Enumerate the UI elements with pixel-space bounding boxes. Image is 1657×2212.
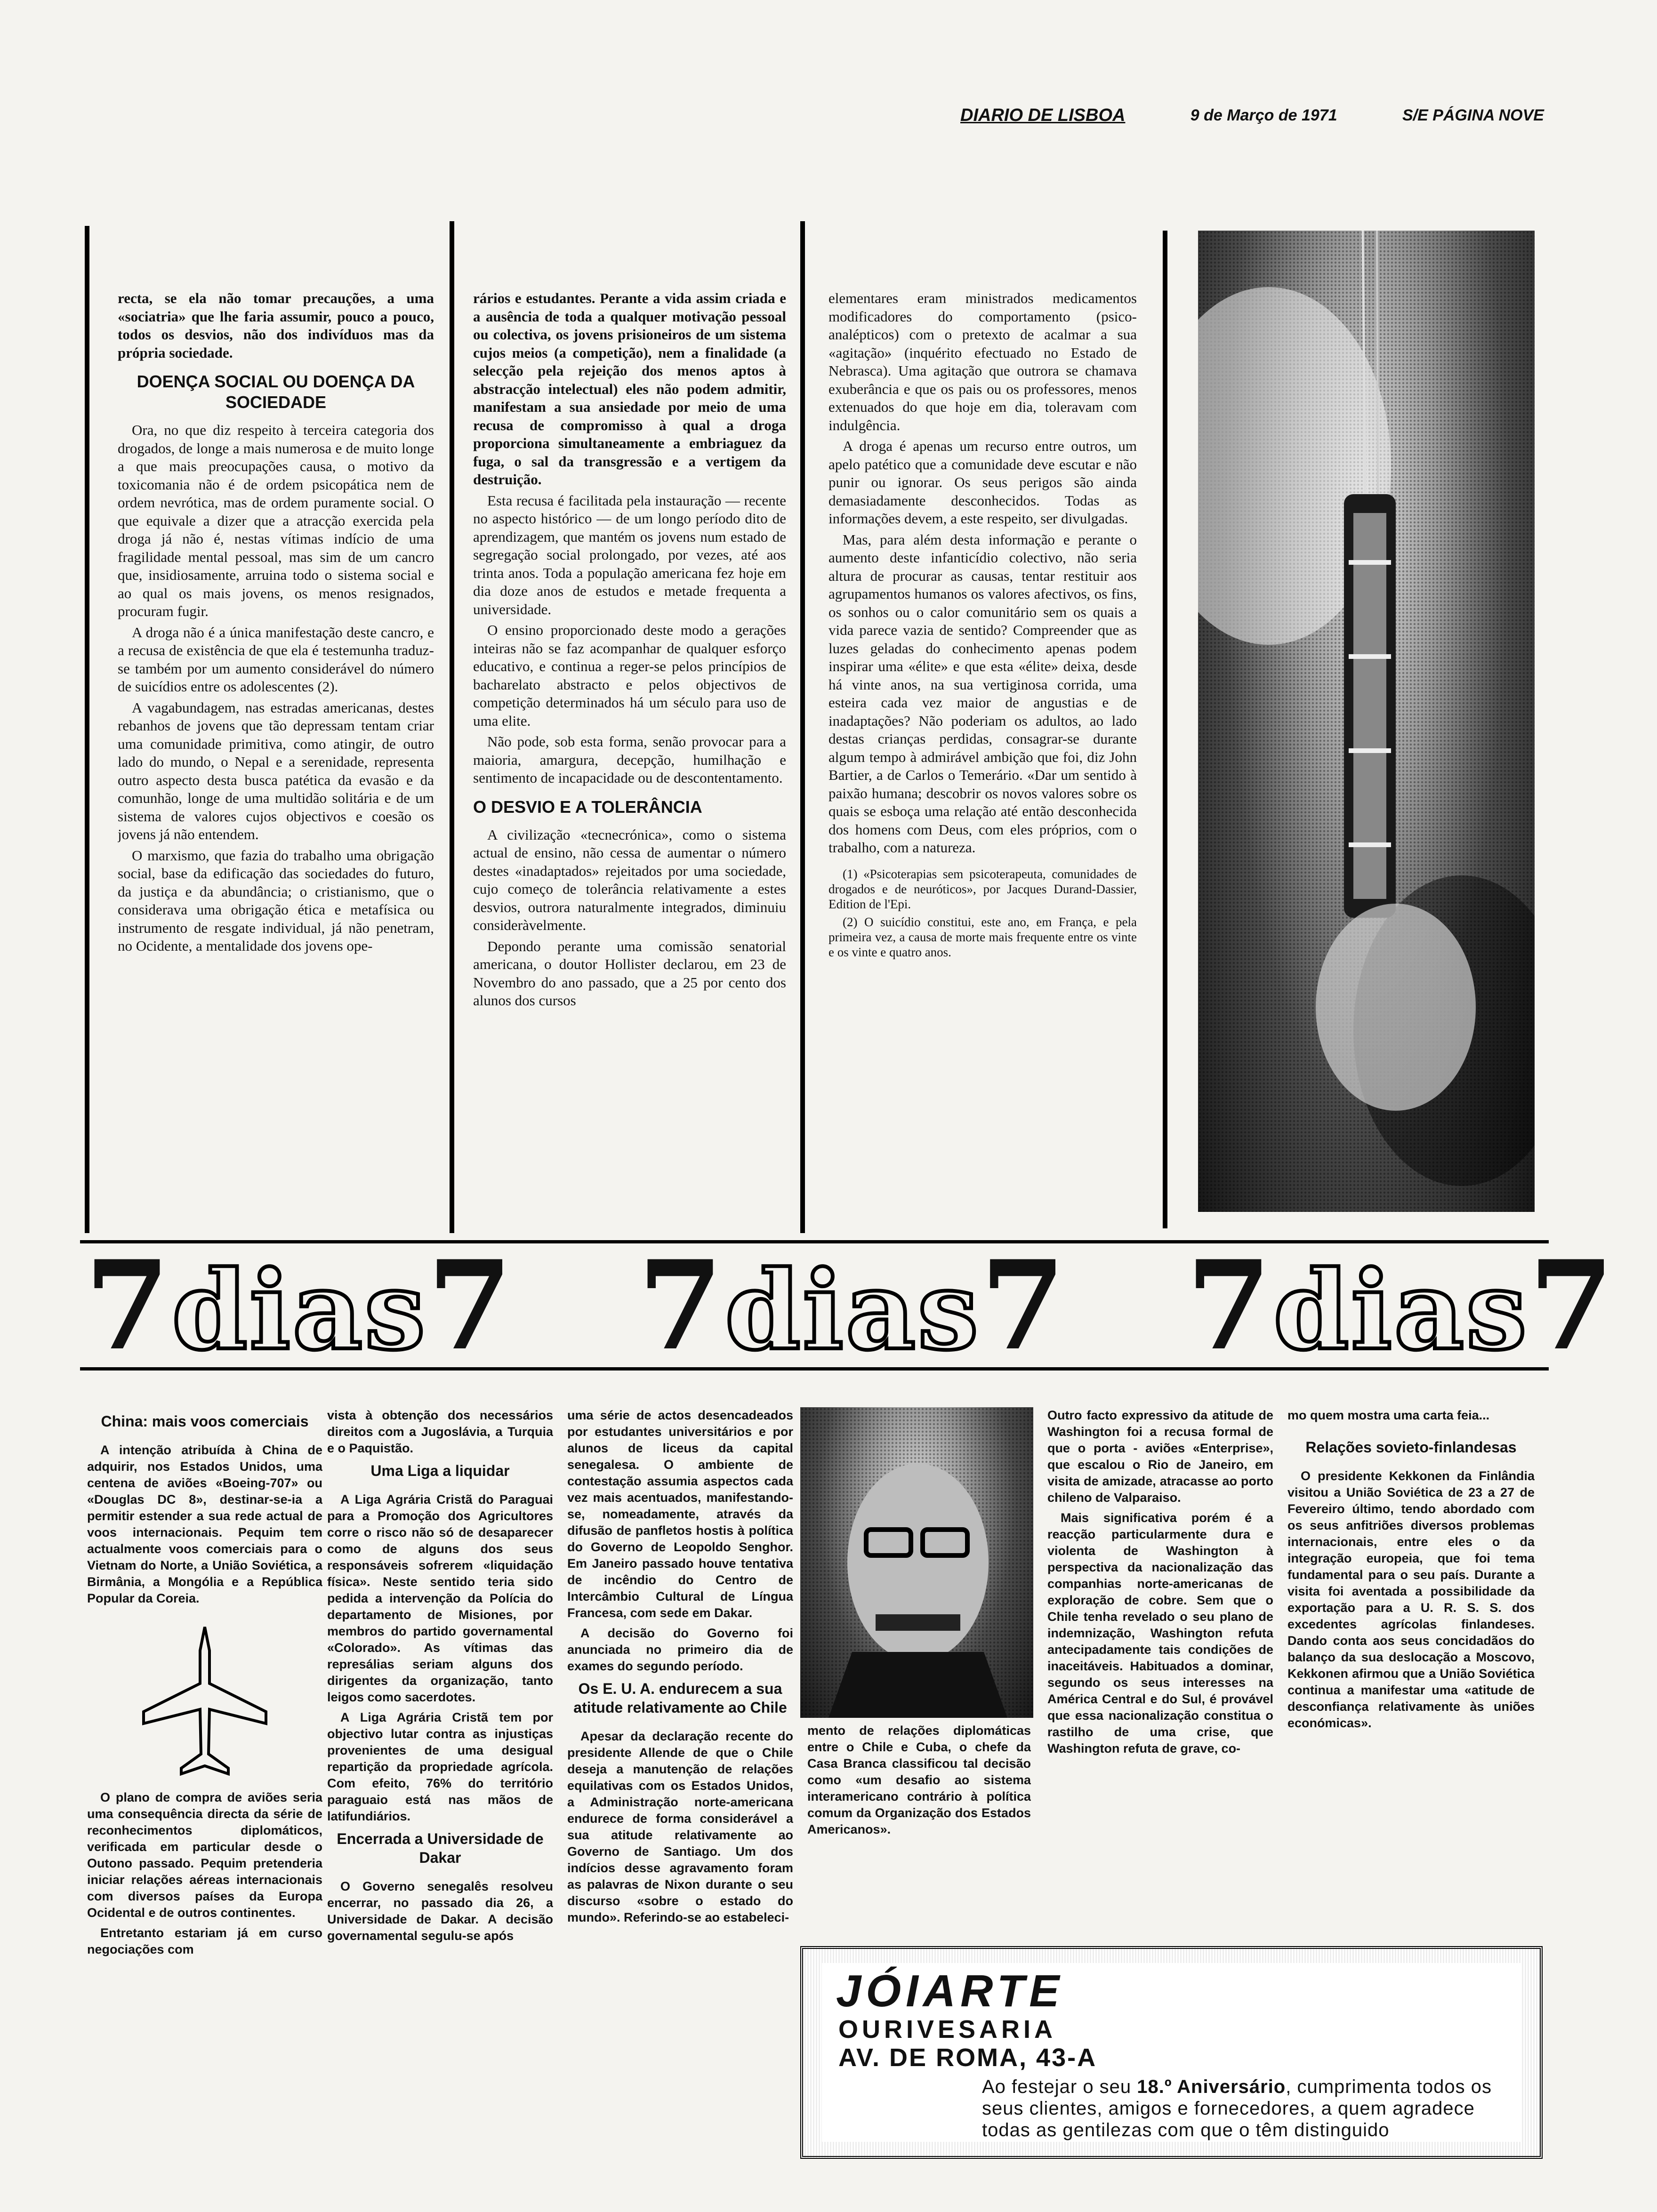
newspaper-name: DIARIO DE LISBOA (960, 105, 1126, 125)
column-intro: recta, se ela não tomar precauções, a uma «sociatria» que lhe faria assumir, pouco a pouco, todos os desvios, não dos indivíduos mas da própria sociedade. (118, 290, 434, 361)
section-heading: DOENÇA SOCIAL OU DOENÇA DA SOCIEDADE (137, 372, 415, 412)
paragraph: Depondo perante uma comissão senatorial americana, o doutor Hollister declarou, em 23 de Novembro do ano passado, que a 25 por cento dos alunos dos cursos (473, 938, 786, 1009)
joiarte-advertisement (800, 1946, 1543, 2159)
ad-subtitle: OURIVESARIA (838, 2015, 1057, 2044)
issue-date: 9 de Março de 1971 (1190, 106, 1337, 124)
paragraph: O Governo senegalês resolveu encerrar, no passado dia 26, a Universidade de Dakar. A decisão governamental segulu-se após (327, 1879, 553, 1943)
column-rule (1163, 231, 1167, 1228)
paragraph: A civilização «tecnecrónica», como o sistema actual de ensino, não cessa de aumentar o número destes «inadaptados» rejeitados por uma sociedade, cujo começo de tolerância relativamente a estes desvios, outrora naturalmente integrados, diminuiu consideràvelmente. (473, 826, 786, 933)
ad-message: Ao festejar o seu 18.º Aniversário, cumprimenta todos os seus clientes, amigos e fornecedores, a quem agradece todas as gentilezas com que o têm distinguido (982, 2076, 1492, 2140)
column-rule (450, 221, 454, 1233)
paragraph: uma série de actos desencadeados por estudantes universitários e por alunos de liceus da capital senegalesa. O ambiente de contestação assumia aspectos cada vez mais acentuados, manifestando-se, nomeadamente, através da difusão de panfletos hostis à política do Governo de Leopoldo Senghor. Em Janeiro passado houve tentativa de incêndio do Centro de Intercâmbio Cultural de Língua Francesa, com sede em Dakar. (567, 1408, 793, 1620)
paragraph: A intenção atribuída à China de adquirir, nos Estados Unidos, uma centena de aviões «Boeing-707» ou «Douglas DC 8», destinar-se-ia a permitir estender a sua rede actual de voos internacionais. Pequim tem actualmente voos comerciais para o Vietnam do Norte, a União Soviética, a Birmânia, a Mongólia e a República Popular da Coreia. (87, 1443, 322, 1605)
news-heading: Encerrada a Universidade de Dakar (337, 1830, 544, 1866)
paragraph: mo quem mostra uma carta feia... (1287, 1408, 1490, 1422)
footnote: (2) O suicídio constitui, este ano, em França, e pela primeira vez, a causa de morte mais frequente entre os vinte e os vinte e quatro anos. (828, 914, 1137, 959)
paragraph: Mais significativa porém é a reacção particularmente dura e violenta de Washington à perspectiva da nacionalização das companhias norte-americanas de exploração de cobre. Sem que o Chile tenha revelado o seu plano de indemnização, Washington refuta antecipadamente tais condições de inaceitáveis. Habituados a dominar, segundo os seus interesses na América Central e do Sul, é provável que essa nacionalização constitua o rastilho de uma crise, que Washington refuta de grave, co- (1047, 1511, 1273, 1755)
paragraph: A droga não é a única manifestação deste cancro, e a recusa de existência de que ela é testemunha traduz-se também por um aumento considerável do número de suicídios entre os adolescentes (2). (118, 624, 434, 695)
section-banner: 7dias7 (1186, 1234, 1616, 1378)
paragraph: O presidente Kekkonen da Finlândia visitou a União Soviética de 23 a 27 de Fevereiro último, tendo abordado com os seus anfitriões diversos problemas internacionais, entre eles o da integração europeia, que foi tema fundamental para o seu país. Durante a visita foi aventada a possibilidade da exportação para a U. R. S. S. dos excedentes agrícolas finlandeses. Dando conta aos seus concidadãos do balanço da sua deslocação a Moscovo, Kekkonen afirmou que a União Soviética continua a manifestar uma «atitude de desconfiança relativamente às uniões económicas». (1287, 1469, 1535, 1730)
paragraph: Esta recusa é facilitada pela instauração — recente no aspecto histórico — de um longo período dito de aprendizagem, que mantém os jovens num estado de segregação social prolongado, por vezes, até aos trinta anos. Toda a população americana fez hoje em dia doze anos de estudos e metade frequenta a universidade. (473, 492, 786, 617)
article-column-1 (118, 289, 434, 1224)
paragraph: A Liga Agrária Cristã tem por objectivo lutar contra as injustiças provenientes de uma desigual repartição da propriedade agrícola. Com efeito, 76% do território paraguaio está nas mãos de latifundiários. (327, 1710, 553, 1823)
article-column-3 (828, 289, 1137, 1226)
paragraph: vista à obtenção dos necessários direitos com a Jugoslávia, a Turquia e o Paquistão. (327, 1408, 553, 1455)
news-column-2 (327, 1407, 553, 2179)
page-label: S/E PÁGINA NOVE (1402, 106, 1544, 124)
paragraph: Entretanto estariam já em curso negociações com (87, 1926, 322, 1956)
banner-top-rule (80, 1240, 1549, 1243)
paragraph: mento de relações diplomáticas entre o Chile e Cuba, o chefe da Casa Branca classificou tal decisão como «um desafio ao sistema interamericano contrário à política comum da Organização dos Estados Americanos». (807, 1723, 1031, 1836)
syringe-photo (1198, 231, 1535, 1212)
paragraph: Não pode, sob esta forma, senão provocar para a maioria, amargura, decepção, humilhação e sentimento de incapacidade ou de descontentamento. (473, 733, 786, 786)
paragraph: O ensino proporcionado deste modo a gerações inteiras não se faz acompanhar de qualquer esforço educativo, e continua a reger-se pelos princípios de bacharelato abstracto e pelos objectivos de competição determinados há um século para uso de uma elite. (473, 622, 786, 729)
ad-brand: JÓIARTE (836, 1966, 1064, 2016)
column-rule (800, 221, 805, 1233)
article-column-2 (473, 289, 786, 1224)
paragraph: Ora, no que diz respeito à terceira categoria dos drogados, de longe a mais numerosa e de muito longe a que mais preocupações causa, o motivo da toxicomania não é de ordem psicopática nem de ordem nevrótica, mas de ordem puramente social. O que equivale a dizer que a atracção exercida pela droga já não é, nestas vítimas indício de uma fragilidade mental pessoal, mas sim de um cancro que, insidiosamente, arruina todo o sistema social e ao qual os mais jovens, os menos resignados, procuram fugir. (118, 422, 434, 619)
paragraph: Apesar da declaração recente do presidente Allende de que o Chile deseja a manutenção de relações equilativas com os Estados Unidos, a Administração norte-americana endurece de forma considerável a sua atitude relativamente ao Governo de Santiago. Um dos indícios desse agravamento foram as palavras de Nixon durante o seu discurso «sobre o estado do mundo». Referindo-se ao estabeleci- (567, 1729, 793, 1924)
news-heading: Os E. U. A. endurecem a sua atitude relativamente ao Chile (573, 1680, 787, 1716)
paragraph: O plano de compra de aviões seria uma consequência directa da série de reconhecimentos diplomáticos, verificada em particular desde o Outono passado. Pequim pretenderia iniciar relações aéreas internacionais com diversos países da Europa Ocidental e de outros continentes. (87, 1790, 322, 1920)
column-rule (85, 226, 89, 1233)
paragraph: rários e estudantes. Perante a vida assim criada e a ausência de toda a qualquer motivação pessoal ou colectiva, os jovens prisioneiros de um sistema cujos meios (a competição), nem a finalidade (a selecção pela rejeição dos menos aptos à abstracção intelectual) eles não podem admitir, manifestam a sua ansiedade por meio de uma recusa de compromisso à qual a droga proporciona simultaneamente a embriaguez da fuga, o sal da transgressão e a vertigem da destruição. (473, 290, 786, 488)
ad-address: AV. DE ROMA, 43-A (838, 2044, 1097, 2072)
news-heading: Uma Liga a liquidar (370, 1462, 510, 1479)
news-column-4 (807, 1723, 1031, 1920)
paragraph: A droga é apenas um recurso entre outros, um apelo patético que a comunidade deve escutar e não punir ou ignorar. Os seus perigos são ainda demasiadamente desconhecidos. Todas as informações devem, a este respeito, ser divulgadas. (828, 438, 1137, 527)
paragraph: A Liga Agrária Cristã do Paraguai para a Promoção dos Agricultores corre o risco não só de desaparecer como de alguns dos seus responsáveis sofrerem «liquidação física». Neste sentido teria sido pedida a intervenção da Polícia do departamento de Misiones, por membros do partido governamental «Colorado». As vítimas das represálias seriam alguns dos dirigentes da organização, tanto leigos como sacerdotes. (327, 1492, 553, 1704)
portrait-photo (800, 1407, 1033, 1718)
page-header (960, 103, 1544, 128)
news-heading: Relações sovieto-finlandesas (1305, 1439, 1517, 1456)
syringe-illustration (1198, 231, 1535, 1212)
paragraph: Outro facto expressivo da atitude de Washington foi a recusa formal de que o porta - aviões «Enterprise», que escalou o Rio de Janeiro, em visita de amizade, atracasse ao porto chileno de Valparaiso. (1047, 1408, 1273, 1505)
paragraph: elementares eram ministrados medicamentos modificadores do comportamento (psico-analépticos) com o pretexto de acalmar a sua «agitação» (inquérito efectuado no Estado de Nebrasca). Uma agitação que outrora se chamava exuberância e que os pais ou os professores, menos extenuados do que hoje em dia, toleravam com indulgência. (828, 290, 1137, 433)
paragraph: Mas, para além desta informação e perante o aumento deste infanticídio colectivo, não seria altura de procurar as causas, tentar restituir aos agrupamentos humanos os valores afectivos, os fins, os sonhos ou o calor comunitário sem os quais a vida parece vazia de sentido? Compreender que as luzes geladas do conhecimento apenas podem inspirar uma «élite» e que esta «élite» deixa, desde há vinte anos, na sua vertiginosa corrida, uma esteira cada vez maior de angustias e de inadaptações? Não poderiam os adultos, ao lado destas crianças perdidas, consagrar-se durante algum tempo à admirável ambição que foi, diz John Bartier, a de Carlos o Temerário. «Dar um sentido à paixão humana; descobrir os novos valores sobre os quais se esboça uma relação até então desconhecida dos homens com Deus, com eles próprios, com o trabalho, com a natureza. (828, 531, 1137, 856)
news-column-6 (1287, 1407, 1535, 1944)
news-column-5 (1047, 1407, 1273, 1944)
paragraph: A vagabundagem, nas estradas americanas, destes rebanhos de jovens que tão depressam tentam criar uma comunidade primitiva, como atingir, de outro lado do mundo, o Nepal e a serenidade, representa outro aspecto desta busca patética da evasão e da comunhão, longe de uma multidão solitária e de um sistema de valores cujos objectivos e coesão os jovens já não entendem. (118, 699, 434, 842)
section-banner: 7dias7 (638, 1234, 1068, 1378)
section-heading: O DESVIO E A TOLERÂNCIA (473, 797, 702, 817)
news-heading: China: mais voos comerciais (101, 1413, 309, 1430)
news-column-1 (87, 1407, 322, 2179)
airplane-icon (87, 1611, 322, 1789)
footnote: (1) «Psicoterapias sem psicoterapeuta, comunidades de drogados e de neuróticos», por Jacques Durand-Dassier, Edition de l'Epi. (828, 866, 1137, 911)
news-column-3 (567, 1407, 793, 2179)
paragraph: O marxismo, que fazia do trabalho uma obrigação social, base da edificação das sociedades do futuro, da justiça e da abundância; o cristianismo, que o considerava uma obrigação ética e metafísica ou instrumento de resgate individual, já não penetram, no Ocidente, a mentalidade dos jovens ope- (118, 847, 434, 954)
section-banner: 7dias7 (85, 1234, 515, 1378)
paragraph: A decisão do Governo foi anunciada no primeiro dia de exames do segundo período. (567, 1626, 793, 1673)
